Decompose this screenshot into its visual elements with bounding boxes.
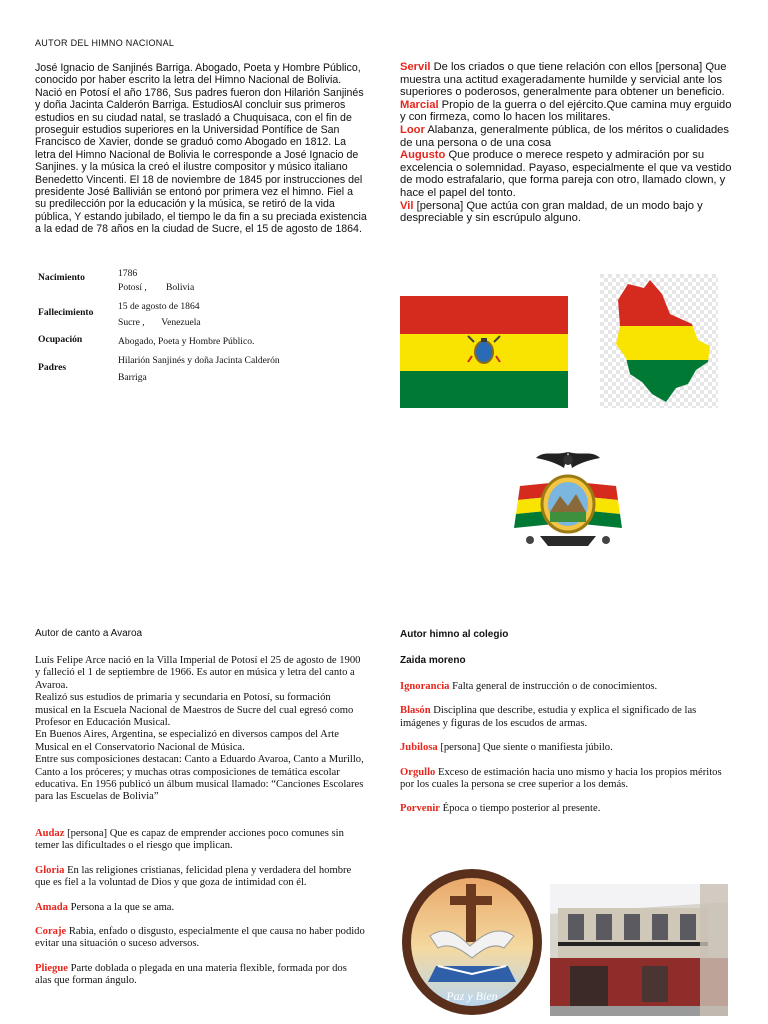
definitions-colegio <box>400 681 730 816</box>
def-audaz <box>35 828 365 853</box>
value-nacimiento-2: Potosí , Bolivia <box>118 282 195 293</box>
term-loor: Loor <box>400 123 425 136</box>
text-blason: Disciplina que describe, estudia y explica el significado de las imágenes y figuras de los escudos de armas. <box>400 705 697 729</box>
label-nacimiento: Nacimiento <box>38 272 85 283</box>
def-jubilosa <box>400 742 730 754</box>
school-building-photo <box>550 884 728 1016</box>
def-ignorancia <box>400 681 730 693</box>
bolivia-coat-of-arms-image <box>500 446 636 552</box>
text-gloria: En las religiones cristianas, felicidad plena y verdadera del hombre que es fiel a la voluntad de Dios y que goza de intimidad con él. <box>35 864 352 889</box>
logo-text-paz-y-bien: Paz y Bien <box>446 989 498 1003</box>
def-augusto <box>400 149 738 199</box>
definitions-avaroa <box>35 828 365 1000</box>
info-table <box>38 266 338 386</box>
text-marcial: Propio de la guerra o del ejército.Que camina muy erguido y con firmeza, como lo hacen los militares. <box>400 98 732 124</box>
text-coraje: Rabia, enfado o disgusto, especialmente el que causa no haber podido evitar una situación o suceso adversos. <box>35 926 365 950</box>
def-servil <box>400 61 738 99</box>
def-marcial <box>400 99 738 124</box>
bio-arce-p1: Luís Felipe Arce nació en la Villa Imperial de Potosí el 25 de agosto de 1900 y falleció el 1 de septiembre de 1966. Es autor en música y letra del canto a Avaroa. <box>35 655 361 691</box>
term-gloria: Gloria <box>35 864 65 876</box>
text-ignorancia: Falta general de instrucción o de conocimientos. <box>449 681 658 692</box>
value-ocupacion: Abogado, Poeta y Hombre Público. <box>118 336 255 347</box>
bio-arce-p3: En Buenos Aires, Argentina, se especializó en diversos campos del Arte Musical en el Conservatorio Nacional de Música. <box>35 729 340 753</box>
term-vil: Vil <box>400 199 414 212</box>
term-pliegue: Pliegue <box>35 962 68 974</box>
def-pliegue <box>35 963 365 988</box>
value-padres-2: Barriga <box>118 372 147 383</box>
text-amada: Persona a la que se ama. <box>67 901 175 913</box>
author-zaida-moreno: Zaida moreno <box>400 655 466 666</box>
term-jubilosa: Jubilosa <box>400 742 438 754</box>
text-jubilosa: [persona] Que siente o manifiesta júbilo. <box>437 742 613 754</box>
text-audaz: [persona] Que es capaz de emprender acciones poco comunes sin temer las dificultades o el riesgo que implican. <box>35 828 344 852</box>
term-porvenir: Porvenir <box>400 803 441 815</box>
def-orgullo <box>400 767 730 792</box>
label-padres: Padres <box>38 362 67 373</box>
term-coraje: Coraje <box>35 926 67 938</box>
text-pliegue: Parte doblada o plegada en una materia flexible, formada por dos alas que forman ángulo. <box>35 962 347 987</box>
term-orgullo: Orgullo <box>400 766 436 778</box>
term-servil: Servil <box>400 61 431 73</box>
term-augusto: Augusto <box>400 149 446 162</box>
def-gloria <box>35 865 365 890</box>
text-vil: [persona] Que actúa con gran maldad, de un modo bajo y despreciable y sin escrúpulo alguno. <box>400 199 703 225</box>
bio-arce-p2: Realizó sus estudios de primaria y secundaria en Potosí, su formación musical en la Escuela Nacional de Maestros de Sucre del cual egresó como Profesor en Educación Musical. <box>35 692 354 729</box>
label-ocupacion: Ocupación <box>38 334 83 345</box>
value-nacimiento-1: 1786 <box>118 268 138 279</box>
text-porvenir: Época o tiempo posterior al presente. <box>440 803 601 815</box>
term-ignorancia: Ignorancia <box>400 681 450 692</box>
def-loor <box>400 124 738 149</box>
def-porvenir <box>400 803 730 815</box>
school-logo-image <box>400 866 544 1016</box>
definitions-himno <box>400 61 738 225</box>
bio-arce <box>35 655 365 809</box>
text-loor: Alabanza, generalmente pública, de los méritos o cualidades de una persona o de una cosa <box>400 123 729 149</box>
heading-himno-nacional: AUTOR DEL HIMNO NACIONAL <box>35 38 175 48</box>
value-fallecimiento-1: 15 de agosto de 1864 <box>118 301 200 312</box>
term-amada: Amada <box>35 901 68 913</box>
def-vil <box>400 200 738 225</box>
term-blason: Blasón <box>400 705 431 717</box>
label-fallecimiento: Fallecimiento <box>38 307 94 318</box>
bio-sanjines: José Ignacio de Sanjinés Barriga. Abogado, Poeta y Hombre Público, conocido por haber escrito la letra del Himno Nacional de Bolivia. Nació en Potosí el año 1786, Sus padres fueron don Hilarión Sanjinés y doña Jacinta Calderón Barriga. EstudiosAl concluir sus primeros estudios en su ciudad natal, se trasladó a Chuquisaca, con el fin de proseguir estudios superiores en la Universidad Pontífice de San Francisco de Xavier, donde se graduó como Abogado en 1812. La letra del Himno Nacional de Bolivia le corresponde a José Ignacio de Sanjines. y la música la creó el ilustre compositor y músico italiano Benedetto Vincenti. El 18 de noviembre de 1845 por instrucciones del presidente José Ballivián se entonó por primera vez el himno. Fiel a su predilección por la educación y la música, se retiró de la vida pública, Y estando jubilado, el tiempo le da fin a su preciada existencia a la edad de 78 años en la ciudad de Sucre, el 15 de agosto de 1864. <box>35 62 367 236</box>
def-blason <box>400 705 730 730</box>
term-audaz: Audaz <box>35 828 65 839</box>
text-servil: De los criados o que tiene relación con ellos [persona] Que muestra una actitud exageradamente humilde y servicial ante los superiores o poderosos, generalmente para obtener un beneficio. <box>400 61 727 99</box>
text-orgullo: Exceso de estimación hacia uno mismo y hacia los propios méritos por los cuales la persona se cree superior a los demás. <box>400 766 722 791</box>
heading-himno-colegio: Autor himno al colegio <box>400 629 509 640</box>
bolivia-flag-image <box>400 296 568 408</box>
bolivia-map-image <box>600 274 718 408</box>
value-fallecimiento-2: Sucre , Venezuela <box>118 317 201 328</box>
def-amada <box>35 902 365 914</box>
condor-icon <box>536 452 600 468</box>
def-coraje <box>35 926 365 951</box>
value-padres-1: Hilarión Sanjinés y doña Jacinta Calderón <box>118 355 280 366</box>
bio-arce-p4: Entre sus composiciones destacan: Canto a Eduardo Avaroa, Canto a Murillo, Canto a los próceres; y muchas otras composiciones de temática escolar educativa. En 1956 publicó un álbum musical llamado: “Canciones Escolares para las Escuelas de Bolivia” <box>35 754 364 803</box>
heading-canto-avaroa: Autor de canto a Avaroa <box>35 628 143 639</box>
term-marcial: Marcial <box>400 98 439 111</box>
text-augusto: Que produce o merece respeto y admiración por su excelencia o solemnidad. Payaso, especialmente el que va vestido de modo estrafalario, que forma pareja con otro, llamado clown, y hace el papel del tonto. <box>400 149 732 199</box>
